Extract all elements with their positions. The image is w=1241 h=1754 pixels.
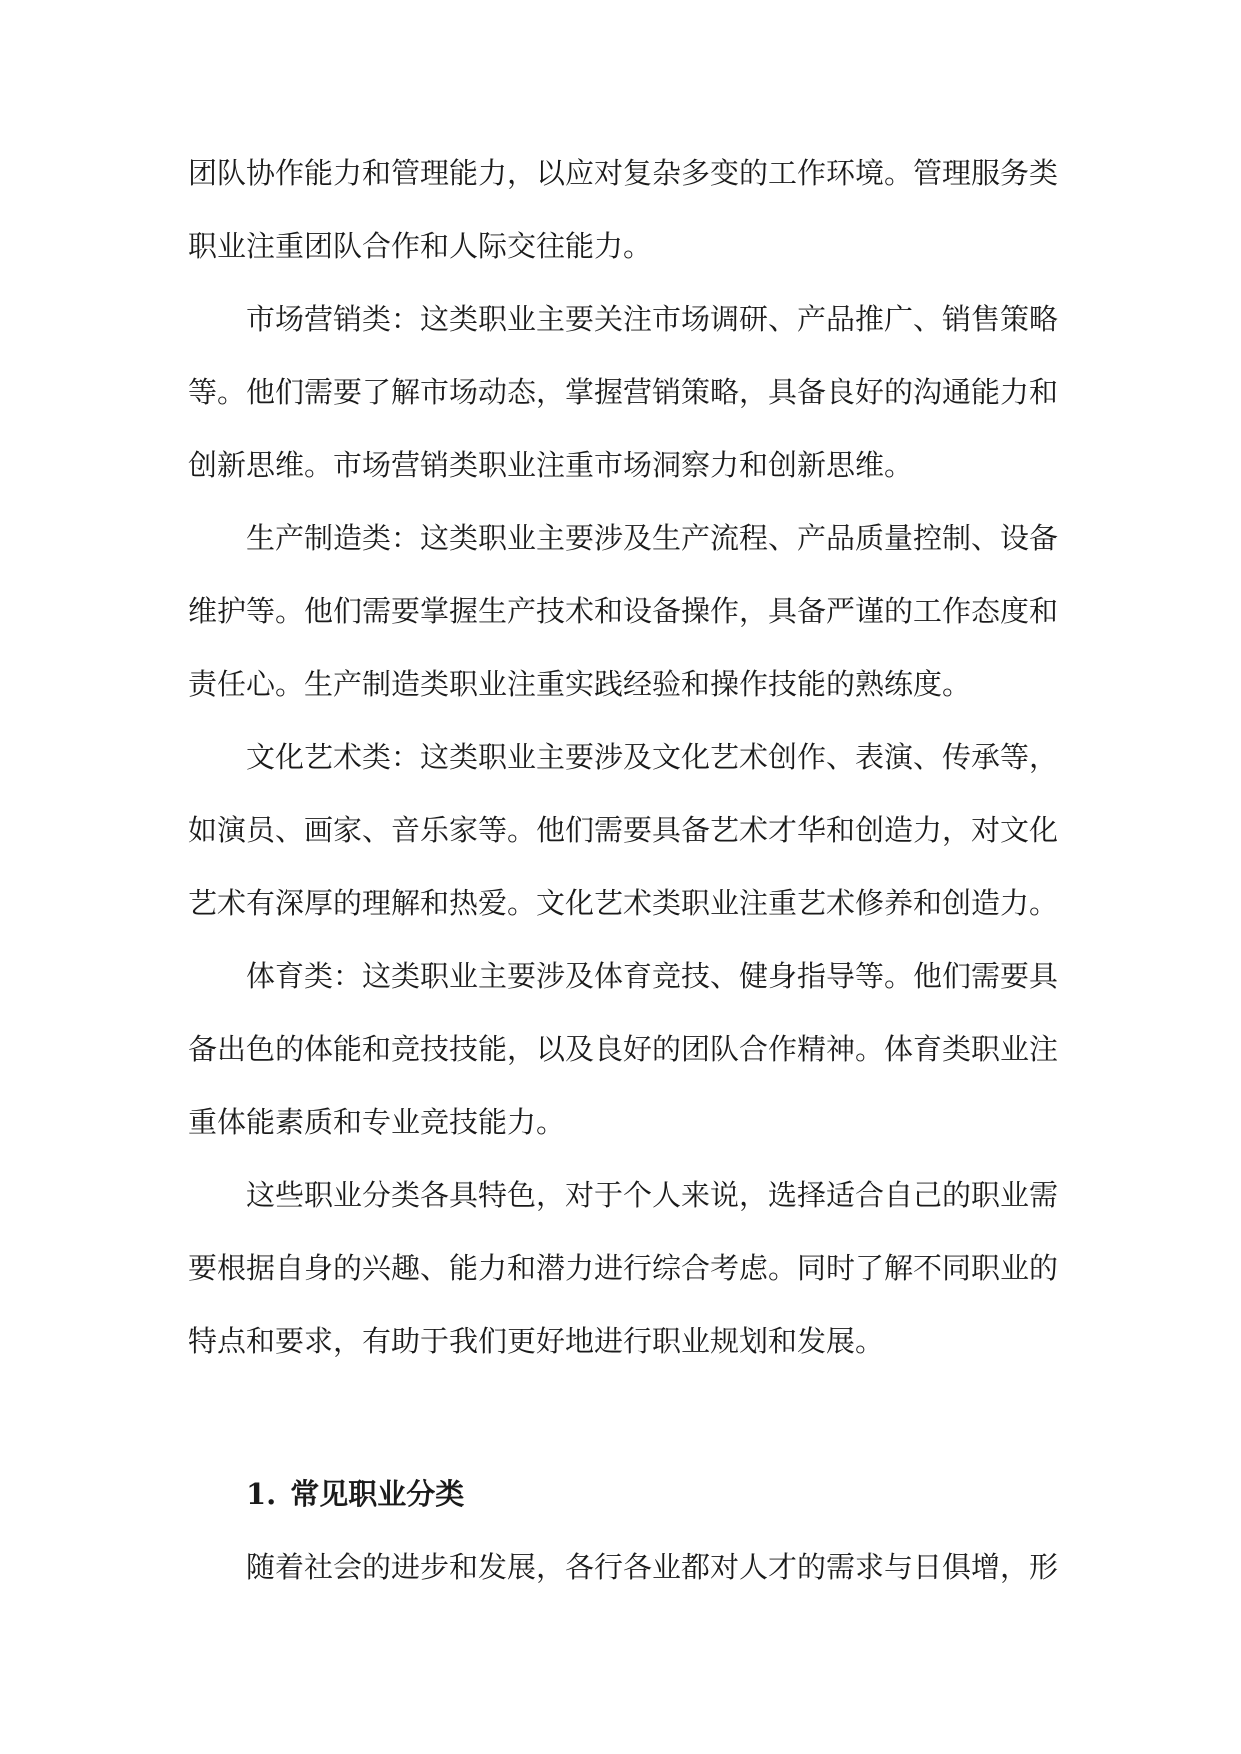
paragraph-marketing: 市场营销类：这类职业主要关注市场调研、产品推广、销售策略等。他们需要了解市场动态，掌握营销策略，具备良好的沟通能力和创新思维。市场营销类职业注重市场洞察力和创新思维。 [188,302,1059,482]
paragraph-summary: 这些职业分类各具特色，对于个人来说，选择适合自己的职业需要根据自身的兴趣、能力和潜力进行综合考虑。同时了解不同职业的特点和要求，有助于我们更好地进行职业规划和发展。 [188,1178,1059,1358]
paragraph-intro: 随着社会的进步和发展，各行各业都对人才的需求与日俱增，形 [246,1550,1059,1584]
section-title: 常见职业分类 [290,1477,465,1511]
paragraph-culture-arts: 文化艺术类：这类职业主要涉及文化艺术创作、表演、传承等，如演员、画家、音乐家等。他们需要具备艺术才华和创造力，对文化艺术有深厚的理解和热爱。文化艺术类职业注重艺术修养和创造力。 [188,740,1059,920]
paragraph-sports: 体育类：这类职业主要涉及体育竞技、健身指导等。他们需要具备出色的体能和竞技技能，以及良好的团队合作精神。体育类职业注重体能素质和专业竞技能力。 [188,959,1059,1139]
body-text-top [188,137,1058,1378]
section-number: 1. [246,1477,277,1511]
section-heading [188,1458,1058,1531]
paragraph-manufacturing: 生产制造类：这类职业主要涉及生产流程、产品质量控制、设备维护等。他们需要掌握生产技术和设备操作，具备严谨的工作态度和责任心。生产制造类职业注重实践经验和操作技能的熟练度。 [188,521,1059,701]
body-text-bottom [188,1458,1058,1604]
paragraph-management-continuation: 团队协作能力和管理能力，以应对复杂多变的工作环境。管理服务类职业注重团队合作和人际交往能力。 [188,156,1059,263]
